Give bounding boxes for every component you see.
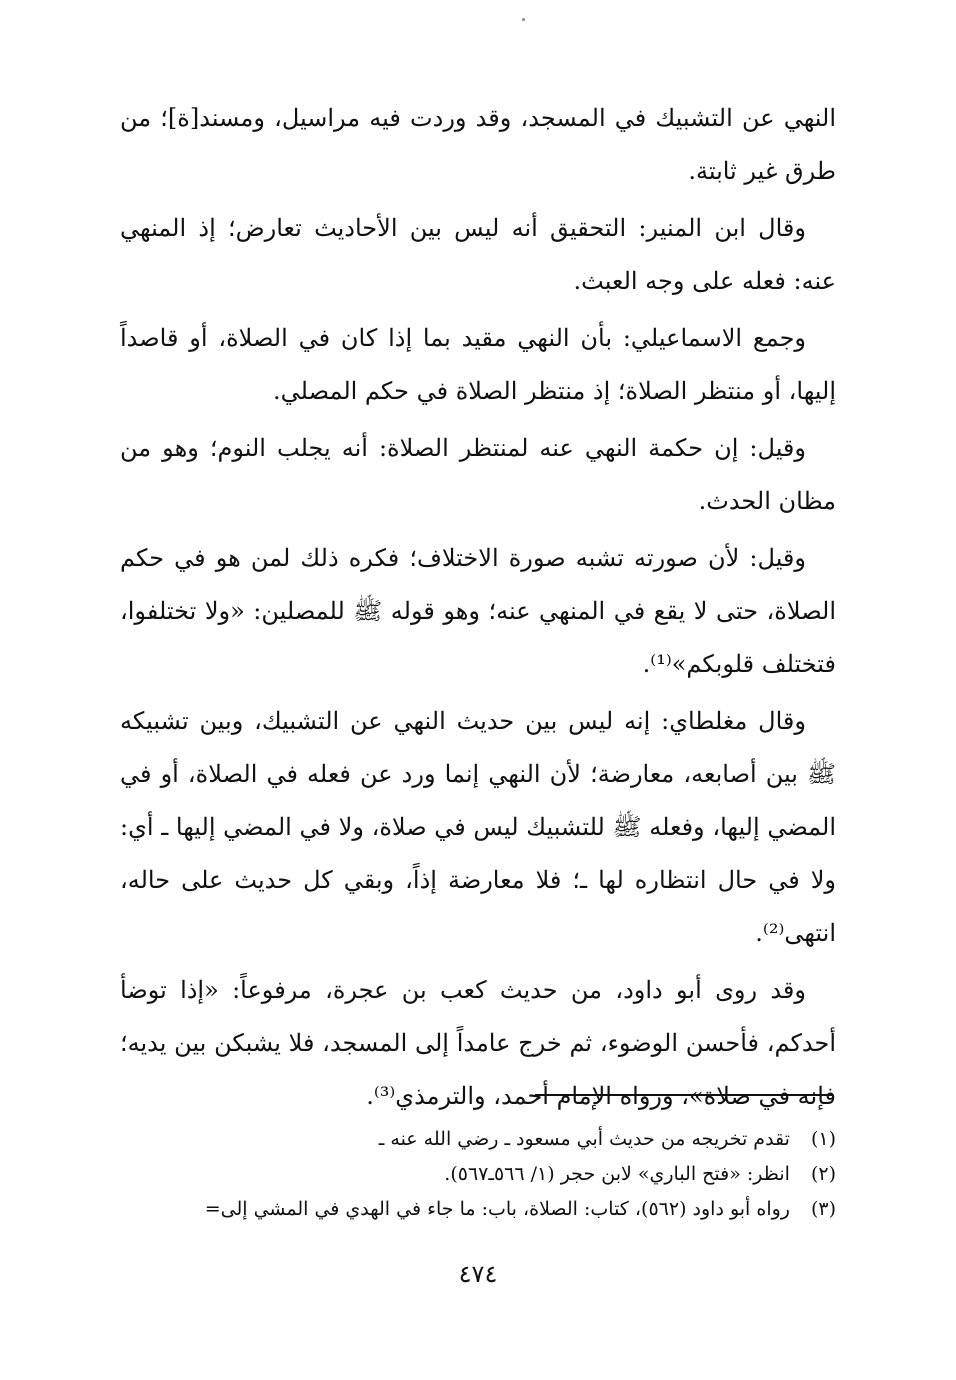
footnote-number: (٣) [810,1198,836,1220]
footnote-2 [110,1157,836,1192]
footnote-3 [110,1192,836,1227]
footnote-1 [110,1122,836,1157]
paragraph-7: وقد روى أبو داود، من حديث كعب بن عجرة، مرفوعاً: «إذا توضأ أحدكم، فأحسن الوضوء، ثم خرج عامداً إلى المسجد، فلا يشبكن بين يديه؛ فإنه في صلاة»، ورواه الإمام أحمد، والترمذي⁽³⁾. [120,976,836,1110]
footnote-divider [535,1094,833,1096]
paragraph-5: وقيل: لأن صورته تشبه صورة الاختلاف؛ فكره ذلك لمن هو في حكم الصلاة، حتى لا يقع في المنهي عنه؛ وهو قوله ﷺ للمصلين: «ولا تختلفوا، فتختلف قلوبكم»⁽¹⁾. [120,544,836,678]
paragraph-4: وقيل: إن حكمة النهي عنه لمنتظر الصلاة: أنه يجلب النوم؛ وهو من مظان الحدث. [120,434,836,515]
main-text [120,92,836,1127]
footnote-text: تقدم تخريجه من حديث أبي مسعود ـ رضي الله عنه ـ [378,1128,790,1150]
footnotes [110,1122,836,1227]
scan-mark [522,18,525,21]
paragraph-2: وقال ابن المنير: التحقيق أنه ليس بين الأحاديث تعارض؛ إذ المنهي عنه: فعله على وجه العبث. [120,214,836,295]
footnote-number: (١) [810,1128,836,1150]
footnote-text: رواه أبو داود (٥٦٢)، كتاب: الصلاة، باب: ما جاء في الهدي في المشي إلى= [204,1198,790,1220]
paragraph-6: وقال مغلطاي: إنه ليس بين حديث النهي عن التشبيك، وبين تشبيكه ﷺ بين أصابعه، معارضة؛ لأن النهي إنما ورد عن فعله في الصلاة، أو في المضي إليها، وفعله ﷺ للتشبيك ليس في صلاة، ولا في المضي إليها ـ أي: ولا في حال انتظاره لها ـ؛ فلا معارضة إذاً، وبقي كل حديث على حاله، انتهى⁽²⁾. [120,707,836,947]
footnote-text: انظر: «فتح الباري» لابن حجر (١/ ٥٦٦ـ٥٦٧). [444,1163,790,1185]
footnote-number: (٢) [810,1163,836,1185]
paragraph-1: النهي عن التشبيك في المسجد، وقد وردت فيه مراسيل، ومسند[ة]؛ من طرق غير ثابتة. [120,104,836,185]
page-number: ٤٧٤ [458,1260,498,1288]
paragraph-3: وجمع الاسماعيلي: بأن النهي مقيد بما إذا كان في الصلاة، أو قاصداً إليها، أو منتظر الصلاة؛ إذ منتظر الصلاة في حكم المصلي. [120,324,836,405]
